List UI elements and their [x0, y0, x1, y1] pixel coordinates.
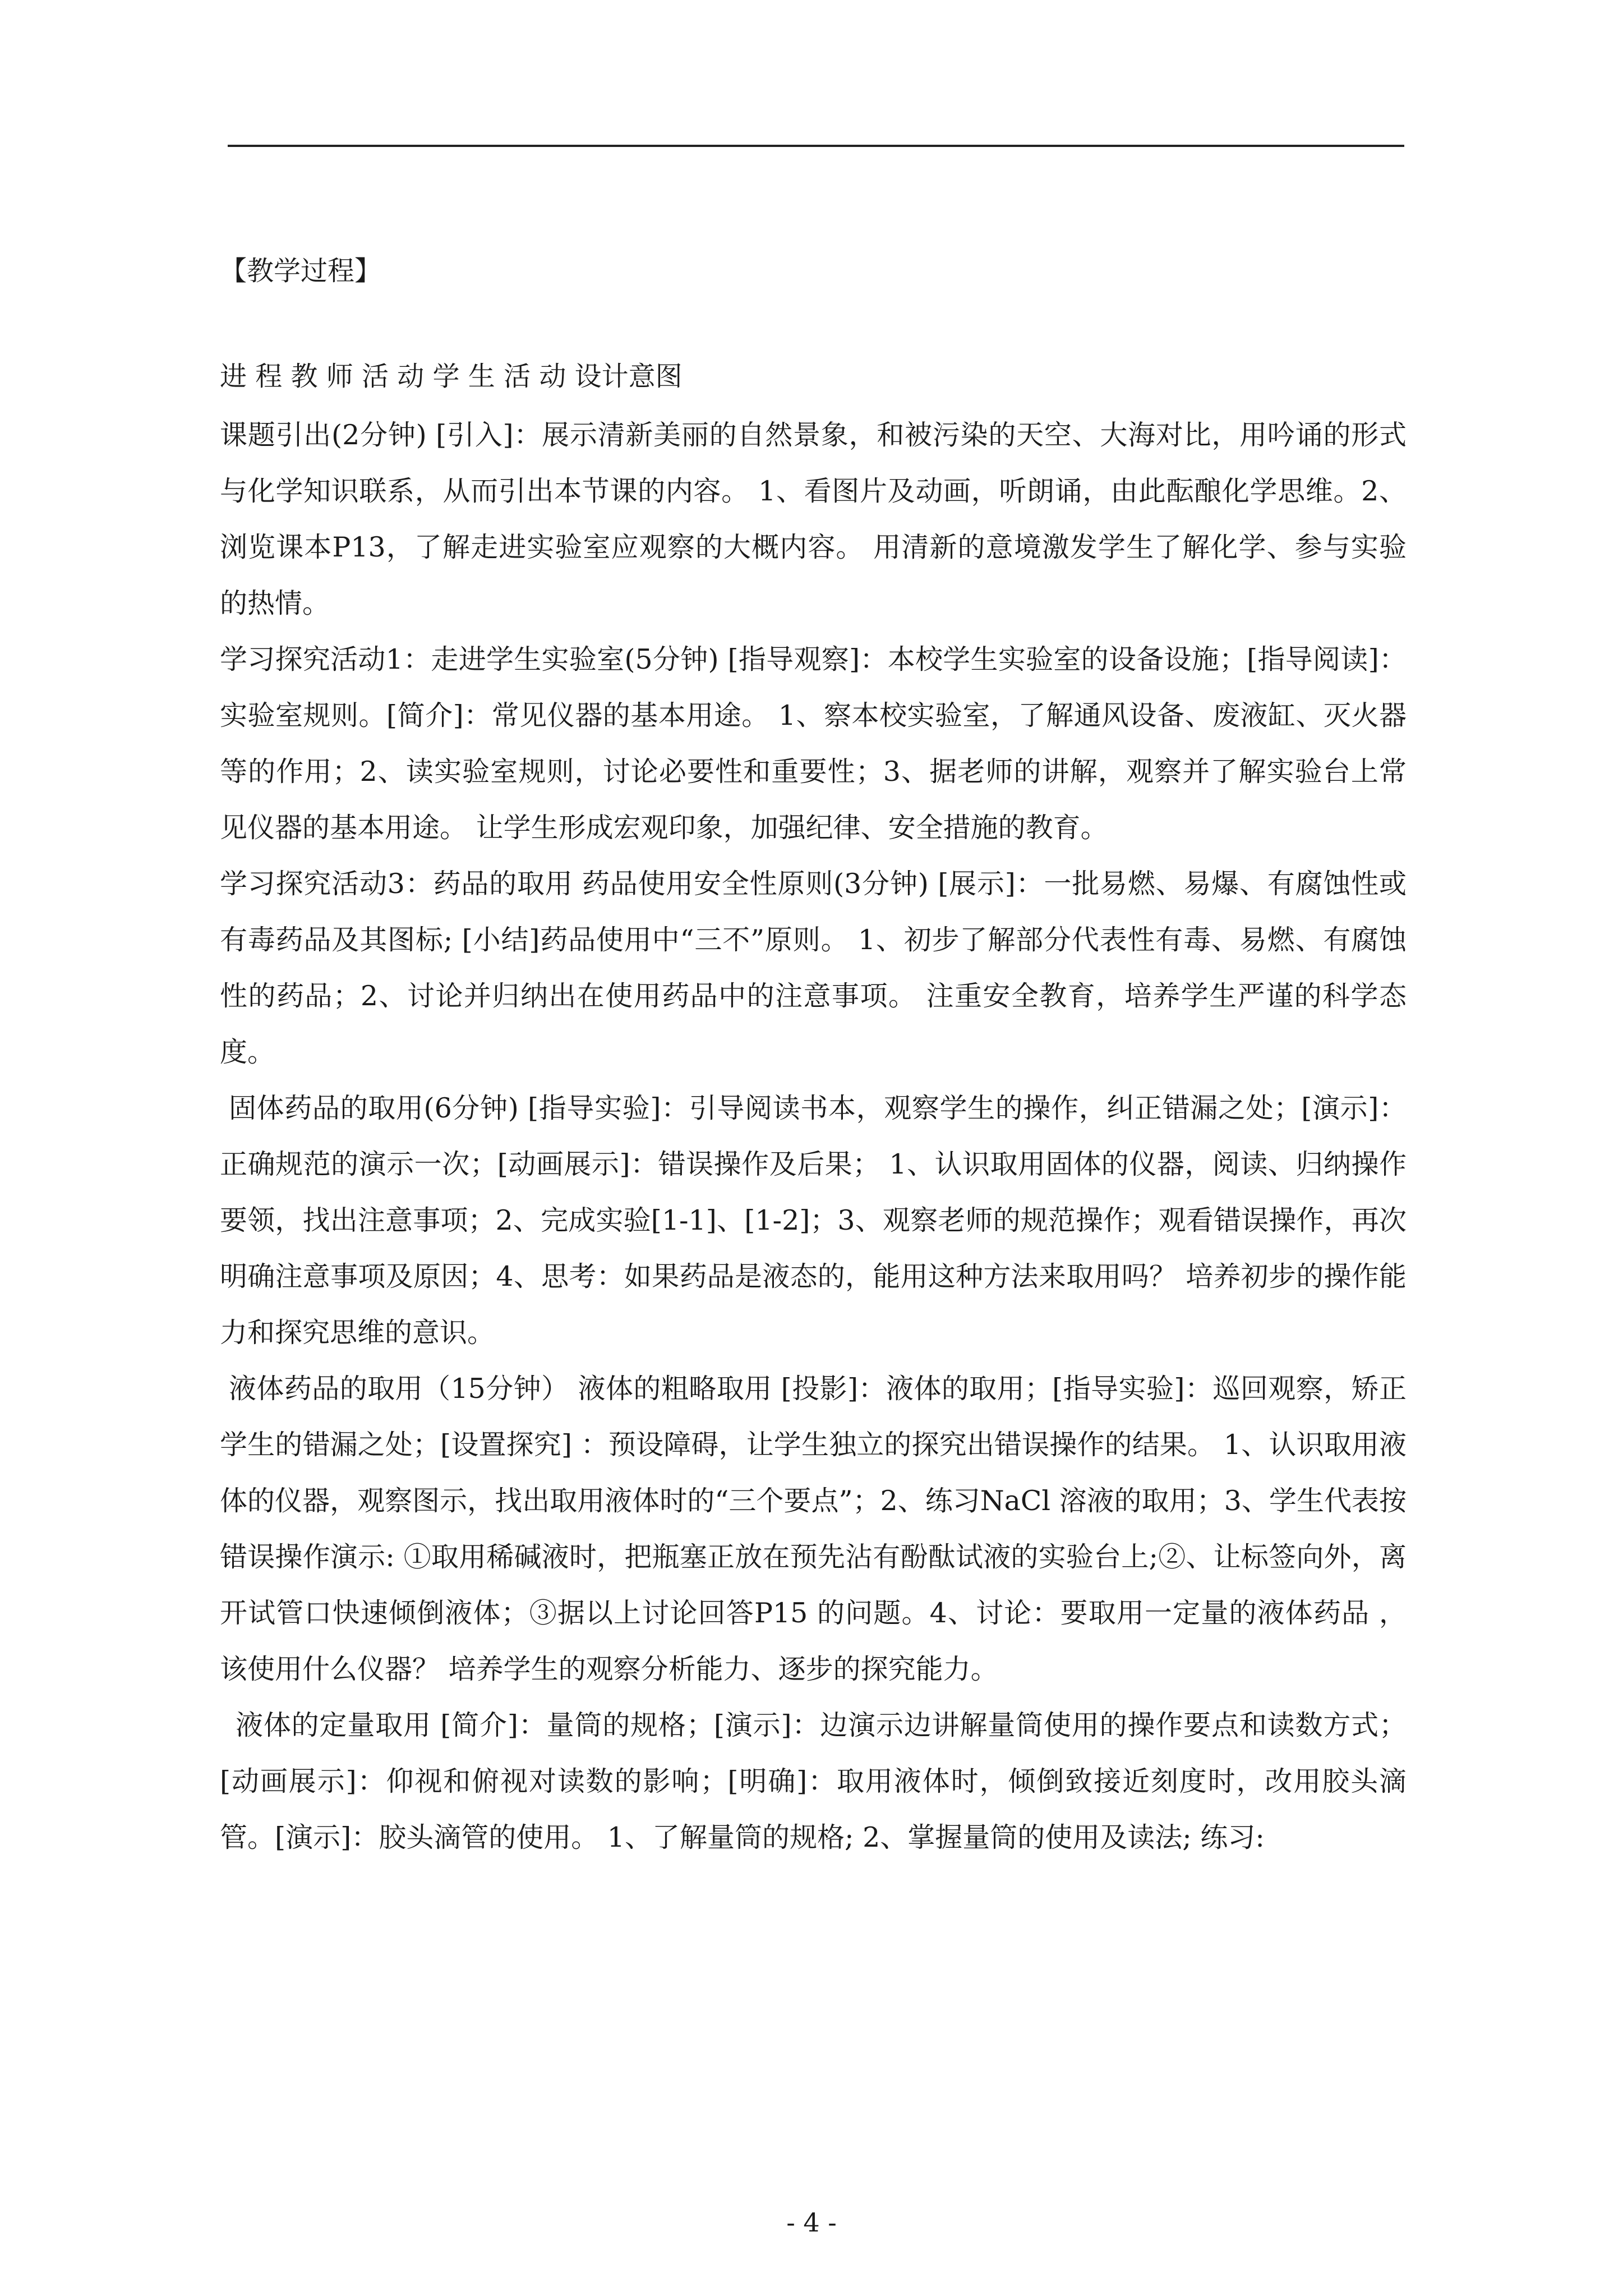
paragraph-solid-reagents: 固体药品的取用(6分钟) [指导实验]：引导阅读书本，观察学生的操作，纠正错漏之处；[演示]： 正确规范的演示一次；[动画展示]：错误操作及后果； 1、认识取用固体的仪器，阅读、归纳操作要领，找出注意事项；2、完成实验[1-1]、[1-2]；3、观察老师的规范操作；观看错误操作，再次明确注意事项及原因；4、思考：如果药品是液态的，能用这种方法来取用吗？ 培养初步的操作能力和探究思维的意识。 — [220, 1092, 1407, 1349]
table-column-header: 进 程 教 师 活 动 学 生 活 动 设计意图 — [220, 361, 683, 392]
paragraph-liquid-measuring: 液体的定量取用 [简介]：量筒的规格；[演示]：边演示边讲解量筒使用的操作要点和读数方式；[动画展示]：仰视和俯视对读数的影响；[明确]：取用液体时，倾倒致接近刻度时，改用胶头滴管。[演示]：胶头滴管的使用。 1、了解量筒的规格; 2、掌握量筒的使用及读法; 练习: — [220, 1709, 1407, 1853]
paragraph-liquid-reagents: 液体药品的取用（15分钟） 液体的粗略取用 [投影]：液体的取用；[指导实验]：巡回观察，矫正学生的错漏之处；[设置探究] ：预设障碍，让学生独立的探究出错误操作的结果。 1、认识取用液体的仪器，观察图示，找出取用液体时的“三个要点”；2、练习NaCl 溶液的取用；3、学生代表按错误操作演示: ①取用稀碱液时，把瓶塞正放在预先沾有酚酞试液的实验台上;②、让标签向外，离开试管口快速倾倒液体；③据以上讨论回答P15 的问题。4、讨论：要取用一定量的液体药品 ，该使用什么仪器？ 培养学生的观察分析能力、逐步的探究能力。 — [220, 1373, 1407, 1685]
header-rule — [228, 145, 1404, 147]
page-content — [220, 251, 1407, 1866]
paragraph-activity-3: 学习探究活动3：药品的取用 药品使用安全性原则(3分钟) [展示]：一批易燃、易爆、有腐蚀性或有毒药品及其图标; [小结]药品使用中“三不”原则。 1、初步了解部分代表性有毒、易燃、有腐蚀性的药品；2、讨论并归纳出在使用药品中的注意事项。 注重安全教育，培养学生严谨的科学态度。 — [220, 868, 1407, 1068]
paragraph-intro: 课题引出(2分钟) [引入]：展示清新美丽的自然景象，和被污染的天空、大海对比，用吟诵的形式与化学知识联系，从而引出本节课的内容。 1、看图片及动画，听朗诵，由此酝酿化学思维。2、浏览课本P13，了解走进实验室应观察的大概内容。 用清新的意境激发学生了解化学、参与实验的热情。 — [220, 419, 1407, 619]
paragraph-activity-1: 学习探究活动1：走进学生实验室(5分钟) [指导观察]：本校学生实验室的设备设施；[指导阅读]：实验室规则。[简介]：常见仪器的基本用途。 1、察本校实验室，了解通风设备、废液缸、灭火器等的作用；2、读实验室规则，讨论必要性和重要性；3、据老师的讲解，观察并了解实验台上常见仪器的基本用途。 让学生形成宏观印象，加强纪律、安全措施的教育。 — [220, 643, 1407, 844]
page-number: - 4 - — [786, 2207, 837, 2238]
section-title: 【教学过程】 — [220, 255, 382, 287]
